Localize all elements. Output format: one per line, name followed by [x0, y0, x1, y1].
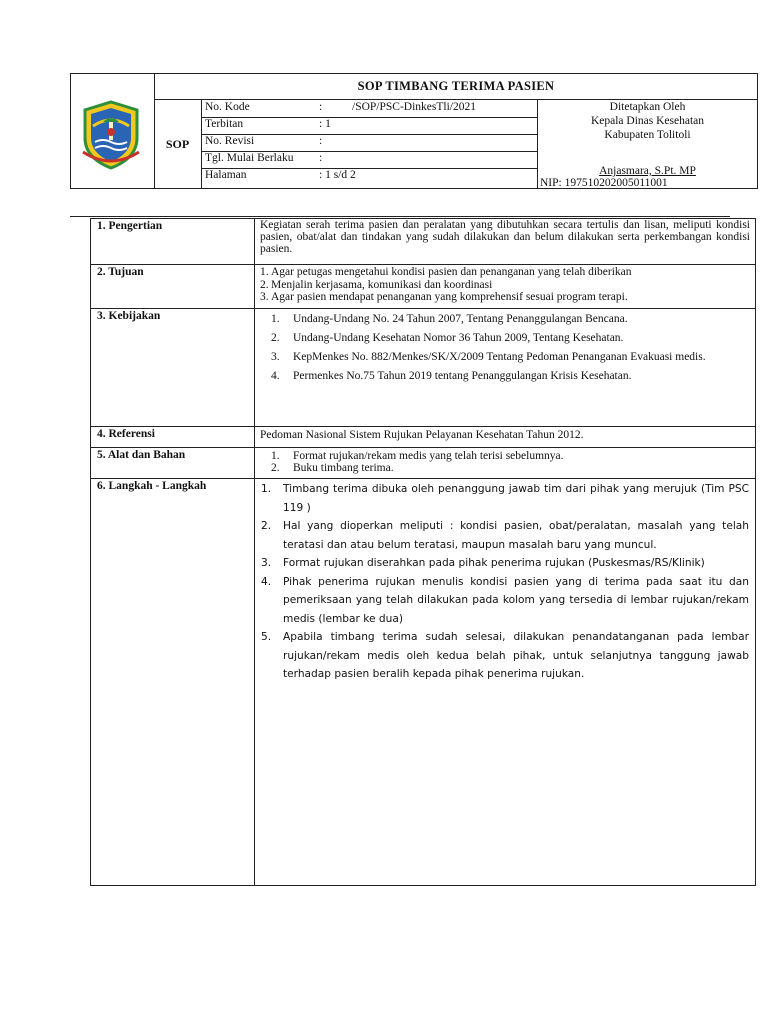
row-referensi: [91, 427, 755, 448]
list-item: 1. Undang-Undang No. 24 Tahun 2007, Tentang Penanggulangan Bencana.: [271, 313, 628, 325]
list-tujuan: [260, 266, 750, 304]
info-row-halaman: Halaman : 1 s/d 2: [205, 169, 356, 181]
list-kebijakan: [271, 310, 751, 386]
approval-line-2: Kepala Dinas Kesehatan: [590, 115, 705, 127]
list-item: 1. Timbang terima dibuka oleh penanggung jawab tim dari pihak yang merujuk (Tim PSC 119 ): [261, 483, 749, 514]
signer-nip: NIP: 197510202005011001: [540, 177, 668, 189]
list-item: 4. Pihak penerima rujukan menulis kondisi pasien yang di terima pada saat itu dan pemeriksaan yang telah dilakukan pada kolom yang tersedia di lembar rujukan/rekam medis (lembar ke dua): [261, 575, 749, 625]
list-item: 4. Permenkes No.75 Tahun 2019 tentang Penanggulangan Krisis Kesehatan.: [271, 370, 632, 382]
row-kebijakan: [91, 309, 755, 427]
row-langkah: [91, 479, 755, 885]
content-pengertian: Kegiatan serah terima pasien dan peralatan yang dibutuhkan secara tertulis dan lisan, meliputi kondisi pasien, obat/alat dan tindakan yang sudah dilakukan dan belum dilakukan serta perkembangan kondisi pasien.: [260, 219, 750, 255]
list-item: 2. Undang-Undang Kesehatan Nomor 36 Tahun 2009, Tentang Kesehatan.: [271, 332, 624, 344]
label-tujuan: 2. Tujuan: [97, 266, 144, 278]
list-item: 2. Menjalin kerjasama, komunikasi dan koordinasi: [260, 278, 493, 291]
list-alat-bahan: [271, 450, 751, 474]
label-referensi: 4. Referensi: [97, 428, 155, 440]
list-langkah: [261, 480, 749, 684]
approval-line-1: Ditetapkan Oleh: [609, 101, 686, 113]
list-item: 2. Buku timbang terima.: [271, 462, 394, 474]
list-item: 3. Agar pasien mendapat penanganan yang komprehensif sesuai program terapi.: [260, 291, 628, 303]
document-info-table: [201, 99, 538, 189]
document-title: SOP TIMBANG TERIMA PASIEN: [357, 79, 555, 93]
list-item: 1. Format rujukan/rekam medis yang telah terisi sebelumnya.: [271, 450, 564, 462]
content-referensi: Pedoman Nasional Sistem Rujukan Pelayanan Kesehatan Tahun 2012.: [260, 429, 584, 441]
sop-label: SOP: [154, 99, 202, 189]
sop-body-table: [90, 218, 756, 886]
label-alat-bahan: 5. Alat dan Bahan: [97, 449, 186, 461]
list-item: 2. Hal yang dioperkan meliputi : kondisi pasien, obat/peralatan, masalah yang telah teratasi dan atau belum teratasi, maupun masalah baru yang muncul.: [261, 520, 749, 551]
label-pengertian: 1. Pengertian: [97, 220, 163, 232]
header-divider: [70, 216, 730, 217]
approval-line-3: Kabupaten Tolitoli: [604, 129, 691, 141]
info-row-terbitan: Terbitan : 1: [201, 117, 537, 135]
logo-cell: [71, 74, 155, 188]
list-item: 5. Apabila timbang terima sudah selesai, dilakukan penandatanganan pada lembar rujukan/rekam medis oleh kedua belah pihak, untuk selanjutnya tanggung jawab terhadap pasien beralih kepada pihak penerima rujukan.: [261, 631, 749, 680]
regency-emblem-icon: [81, 100, 141, 170]
info-row-revisi: No. Revisi :: [201, 134, 537, 152]
sop-header: [70, 73, 758, 189]
row-alat-bahan: [91, 448, 755, 479]
row-tujuan: [91, 265, 755, 309]
label-langkah: 6. Langkah - Langkah: [97, 480, 207, 492]
approval-block: [537, 99, 758, 189]
label-kebijakan: 3. Kebijakan: [97, 310, 161, 322]
list-item: 1. Agar petugas mengetahui kondisi pasien dan penanganan yang telah diberikan: [260, 266, 632, 278]
row-pengertian: [91, 219, 755, 265]
info-row-kode: No. Kode : /SOP/PSC-DinkesTli/2021: [201, 100, 537, 118]
list-item: 3. KepMenkes No. 882/Menkes/SK/X/2009 Tentang Pedoman Penanganan Evakuasi medis.: [271, 351, 706, 363]
signer-name: Anjasmara, S.Pt. MP: [599, 165, 696, 177]
info-row-tgl-berlaku: Tgl. Mulai Berlaku :: [201, 151, 537, 169]
list-item: 3. Format rujukan diserahkan pada pihak penerima rujukan (Puskesmas/RS/Klinik): [261, 557, 705, 569]
